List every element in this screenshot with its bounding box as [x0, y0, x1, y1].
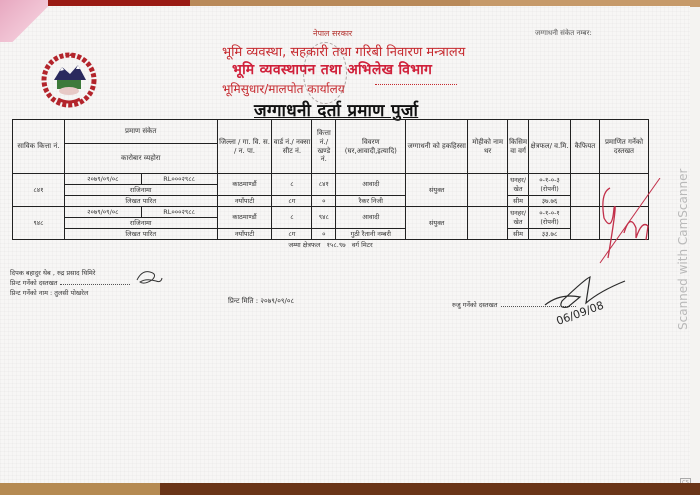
header-remarks: कैफियत	[571, 120, 600, 174]
nepal-emblem-icon	[40, 50, 98, 108]
ministry-name: भूमि व्यवस्था, सहकारी तथा गरिबी निवारण मन्त्रालय	[222, 45, 466, 60]
header-area: क्षेत्रफल/ व.मि.	[529, 120, 571, 174]
ward-cell: ८	[272, 174, 312, 196]
print-date-label: प्रिन्ट मिति : २०७९/०९/०८	[228, 297, 295, 305]
khande-cell: ०	[312, 196, 336, 207]
department-name: भूमि व्यवस्थापन तथा अभिलेख विभाग	[232, 62, 433, 78]
description-cell: आवादी	[336, 207, 406, 229]
document-title: जग्गाधनी दर्ता प्रमाण पुर्जा	[254, 101, 419, 121]
date-cell: २०७९/०९/०८	[64, 207, 141, 218]
transaction-cell: राजिनामा	[64, 218, 217, 229]
kitta-cell: ८४१	[312, 174, 336, 196]
ref-cell: RL०००२९८८	[141, 174, 217, 185]
sim-label-cell: सीम	[508, 196, 529, 207]
area-ropani-cell: ०-१-०-३ (रोपनी)	[529, 174, 571, 196]
office-name: भूमिसुधार/मालपोत कार्यालय	[222, 82, 345, 96]
date-cell: २०७९/०९/०८	[64, 174, 141, 185]
header-pramaan-sanket: प्रमाण संकेत	[64, 120, 217, 144]
printer-signature-icon	[134, 268, 164, 288]
kitta-cell: ९४८	[312, 207, 336, 229]
header-type: किसिम वा वर्ग	[508, 120, 529, 174]
table-row	[13, 174, 649, 185]
header-kitta: कित्ता नं./ खण्डे नं.	[312, 120, 336, 174]
header-certifier-sign: प्रमाणित गर्नेको दस्तखत	[599, 120, 648, 174]
type-cell: धनहर/ खेत	[508, 207, 529, 229]
scanner-watermark: Scanned with CamScanner	[676, 168, 690, 330]
pink-corner-paper	[0, 0, 48, 42]
area-sqm-cell: ३३.७८	[529, 229, 571, 240]
government-label: नेपाल सरकार	[313, 29, 353, 38]
tenant-cell	[468, 207, 508, 240]
header-ward: वार्ड नं./ नक्सा सीट नं.	[272, 120, 312, 174]
header-old-kitta: साविक कित्ता नं.	[13, 120, 65, 174]
header-district: जिल्ला / गा. वि. स. / न. पा.	[217, 120, 272, 174]
district-cell: काठमाण्डौं	[217, 207, 272, 229]
old-kitta-cell: ९४८	[13, 207, 65, 240]
table-row	[13, 207, 649, 218]
header-share: जग्गाधनी को हकहिस्सा	[406, 120, 468, 174]
total-area-unit: वर्ग मिटर	[351, 240, 373, 249]
checker-signature-icon	[540, 273, 635, 328]
description2-cell: गुठी रैतानी नम्बरी	[336, 229, 406, 240]
header-description: विवरण (घर,आवादी,इत्यादि)	[336, 120, 406, 174]
total-area-value: १५८.९७	[326, 240, 346, 249]
print-sign-line	[10, 278, 130, 287]
map-sheet-cell: ८ग	[272, 229, 312, 240]
print-name-label: प्रिन्ट गर्नेको नाम : तुलसी पोखरेल	[10, 289, 89, 297]
registration-number-label: जग्गाधनी संकेत नम्बर:	[535, 29, 592, 37]
table-header-row	[13, 120, 649, 144]
total-area-row	[13, 240, 649, 250]
description-cell: आवादी	[336, 174, 406, 196]
print-sign-dots	[60, 284, 130, 285]
ref-cell: RL०००२९८८	[141, 207, 217, 218]
share-cell: संयुक्त	[406, 207, 468, 240]
municipality-cell: नयाँपाटी	[217, 196, 272, 207]
old-kitta-cell: ८४१	[13, 174, 65, 207]
bottom-light-strip	[0, 483, 160, 495]
total-area-label: जम्मा क्षेत्रफल	[288, 240, 321, 249]
header-karobar: कारोबार व्यहोरा	[64, 144, 217, 174]
district-cell: काठमाण्डौं	[217, 174, 272, 196]
office-stamp	[303, 42, 347, 104]
transaction-note-cell: लिखत पारित	[64, 196, 217, 207]
print-sign-label: प्रिन्ट गर्नेको दस्तखत	[10, 279, 58, 287]
tenant-cell	[468, 174, 508, 207]
sim-label-cell: सीम	[508, 229, 529, 240]
transaction-cell: राजिनामा	[64, 185, 217, 196]
header-tenant: मोहीको नाम थर	[468, 120, 508, 174]
office-name-blank	[375, 84, 457, 85]
handwritten-date: 06/09/08	[554, 298, 606, 328]
description2-cell: रैकर निजी	[336, 196, 406, 207]
area-sqm-cell: ३७.७६	[529, 196, 571, 207]
type-cell: धनहर/ खेत	[508, 174, 529, 196]
area-ropani-cell: ०-१-०-१ (रोपनी)	[529, 207, 571, 229]
transaction-note-cell: लिखत पारित	[64, 229, 217, 240]
bottom-background-strip	[0, 483, 700, 495]
map-sheet-cell: ८ग	[272, 196, 312, 207]
share-cell: संयुक्त	[406, 174, 468, 207]
khande-cell: ०	[312, 229, 336, 240]
municipality-cell: नयाँपाटी	[217, 229, 272, 240]
ward-cell: ८	[272, 207, 312, 229]
signatory-names: दिपक बहादुर थेब , रुद्र प्रसाद घिमिरे	[10, 269, 96, 277]
land-register-table	[12, 119, 649, 250]
checker-sign-label: रुजु गर्नेको दस्तखत	[452, 301, 498, 309]
red-certifier-signature-icon	[590, 178, 665, 268]
